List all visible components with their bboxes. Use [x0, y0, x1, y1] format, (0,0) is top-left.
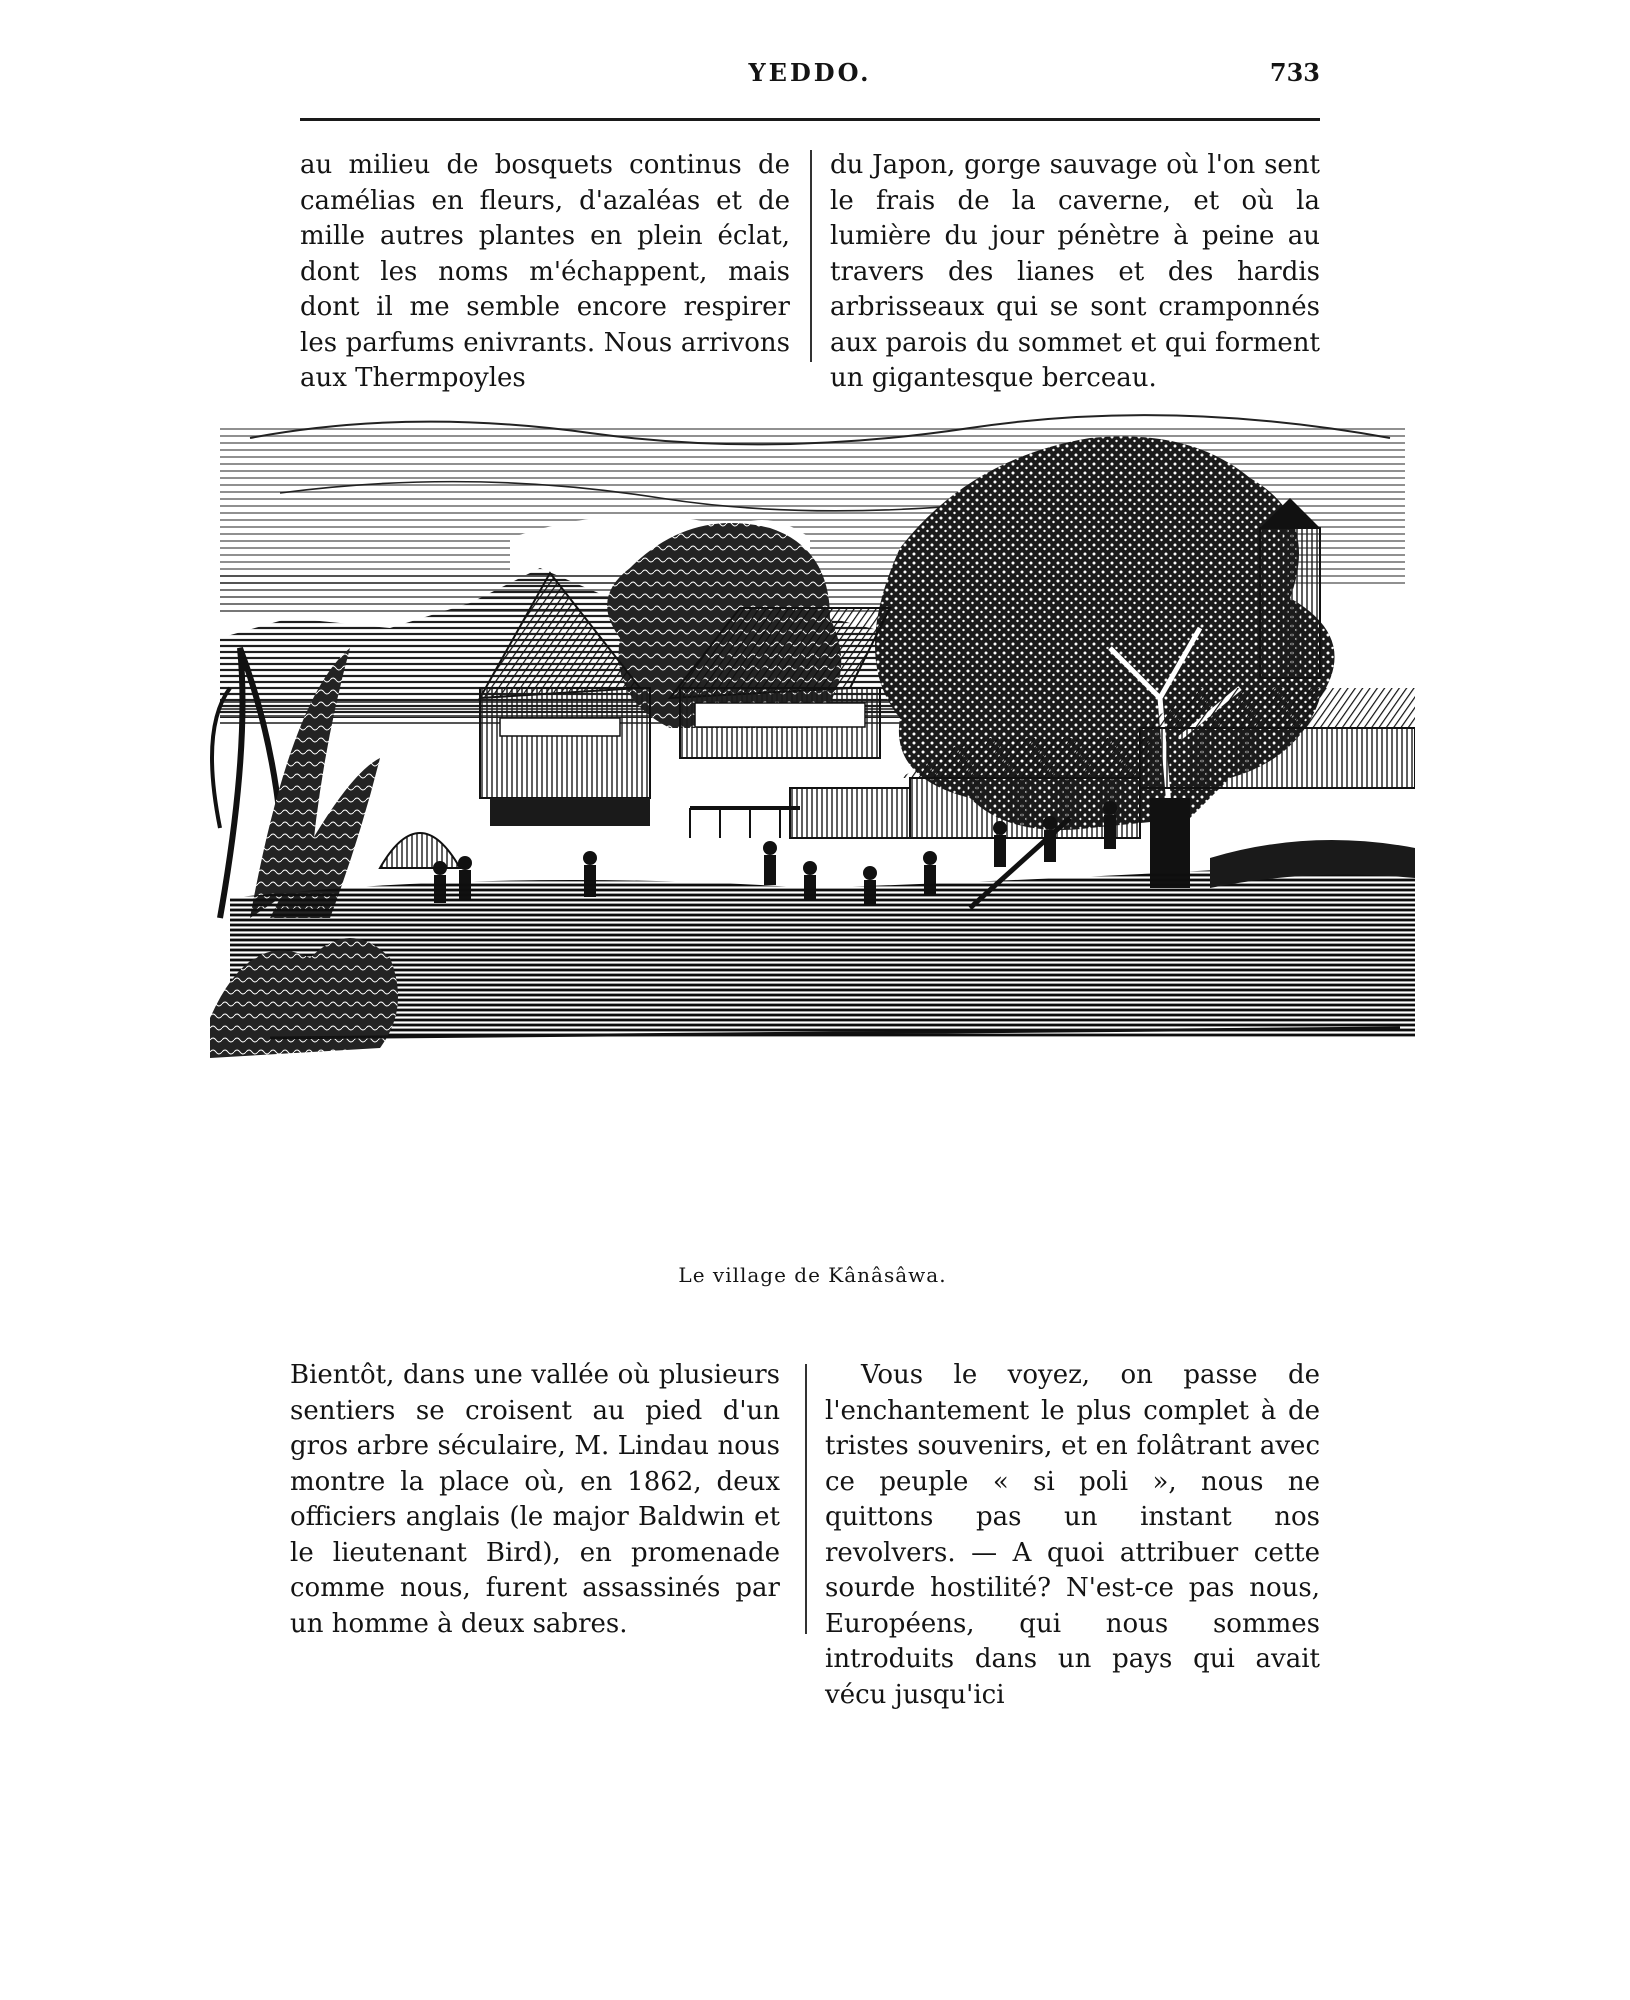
header-rule: [300, 118, 1320, 121]
paragraph-vous-le-voyez: Vous le voyez, on passe de l'enchantement le plus complet à de tristes souvenirs, et en folâtrant avec ce peuple « si poli », nous ne quittons pas un instant nos revolvers. — A quoi attribuer cette sourde hostilité? N'est-ce pas nous, Européens, qui nous sommes introduits dans un pays qui avait vécu jusqu'ici: [825, 1360, 1320, 1710]
text-column-top-right: [830, 148, 1320, 397]
paragraph-bientot: Bientôt, dans une vallée où plusieurs sentiers se croisent au pied d'un gros arbre séculaire, M. Lindau nous montre la place où, en 1862, deux officiers anglais (le major Baldwin et le lieutenant Bird), en promenade comme nous, furent assassinés par un homme à deux sabres.: [290, 1360, 780, 1639]
paragraph-continuation-right: du Japon, gorge sauvage où l'on sent le frais de la caverne, et où la lumière du jour pénètre à peine au travers des lianes et des hardis arbrisseaux qui se sont cramponnés aux parois du sommet et qui forment un gigantesque berceau.: [830, 150, 1320, 393]
paragraph-continuation-left: au milieu de bosquets continus de camélias en fleurs, d'azaléas et de mille autres plantes en plein éclat, dont les noms m'échappent, mais dont il me semble encore respirer les parfums enivrants. Nous arrivons aux Thermpoyles: [300, 150, 790, 393]
running-head: [300, 58, 1320, 98]
engraving-village-illustration: [210, 398, 1415, 1258]
text-column-bottom-left: [290, 1358, 780, 1642]
column-divider-bottom: [805, 1364, 807, 1634]
text-column-bottom-right: [825, 1358, 1320, 1713]
column-divider-top: [810, 150, 812, 362]
page-number: 733: [1269, 58, 1320, 87]
running-title: YEDDO.: [748, 58, 872, 87]
illustration-caption: Le village de Kânâsâwa.: [678, 1263, 947, 1287]
text-column-top-left: [300, 148, 790, 397]
